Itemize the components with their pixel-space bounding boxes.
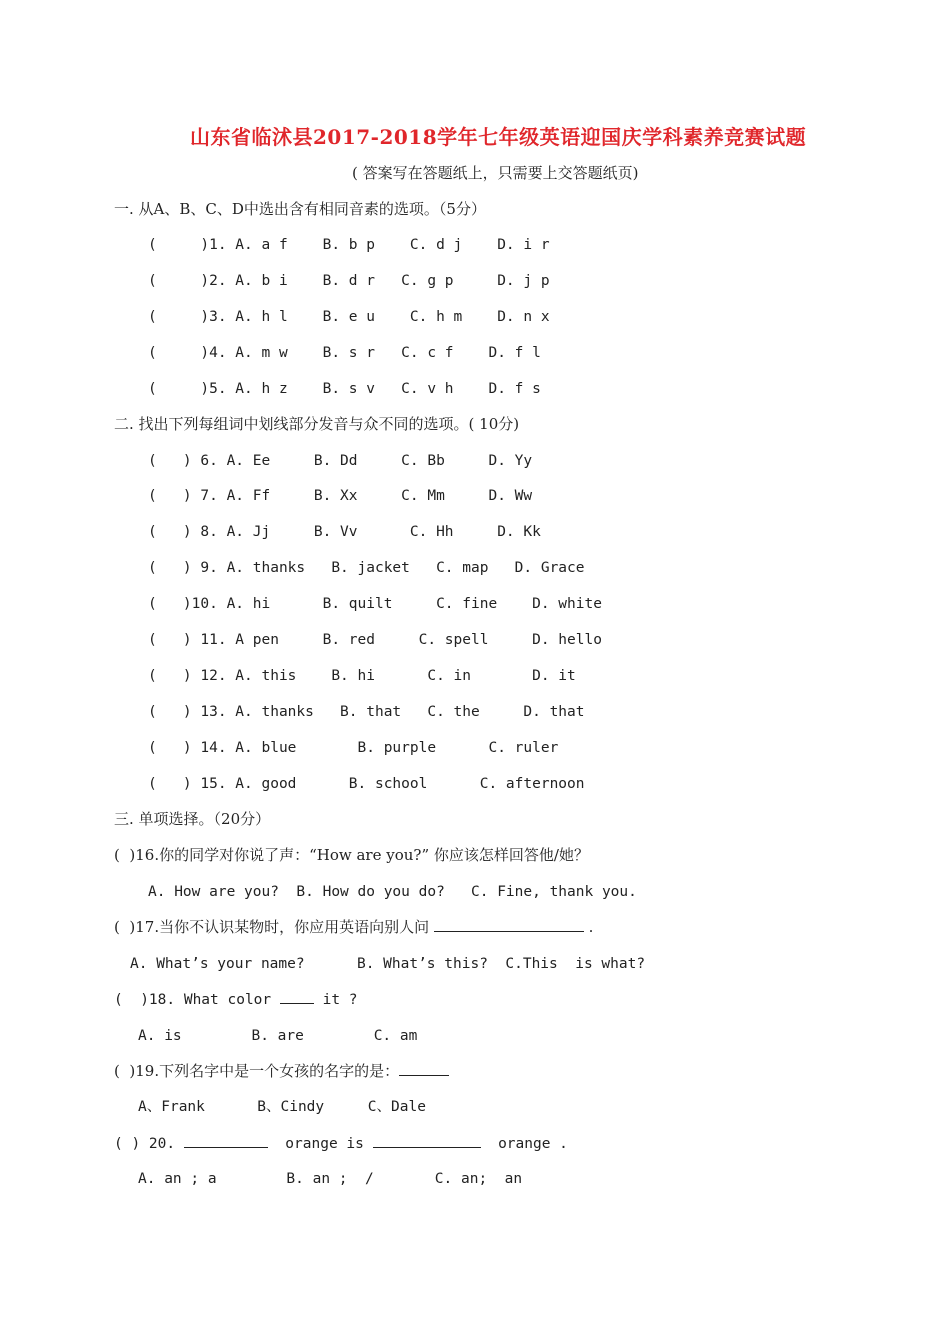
exam-title: 山东省临沭县2017-2018学年七年级英语迎国庆学科素养竞赛试题 xyxy=(190,125,807,149)
question-3: ( )3. A. h l B. e u C. h m D. n x xyxy=(148,309,550,325)
question-18-end: it ? xyxy=(313,992,358,1008)
question-17-options: A. What’s your name? B. What’s this? C.This is what? xyxy=(130,956,646,972)
answer-blank xyxy=(184,1133,268,1148)
question-20-text: ( ) 20. xyxy=(114,1136,184,1152)
question-16: ( )16.你的同学对你说了声：“How are you?” 你应该怎样回答他/她？ xyxy=(114,846,589,864)
section1-heading: 一. 从A、B、C、D中选出含有相同音素的选项。（5分） xyxy=(114,200,486,218)
question-12: ( ) 12. A. this B. hi C. in D. it xyxy=(148,668,576,684)
question-20-end: orange . xyxy=(480,1136,568,1152)
question-14: ( ) 14. A. blue B. purple C. ruler xyxy=(148,740,559,756)
question-4: ( )4. A. m w B. s r C. c f D. f l xyxy=(148,345,541,361)
answer-blank xyxy=(434,917,584,932)
answer-blank xyxy=(280,989,314,1004)
question-20-options: A. an ; a B. an ; / C. an; an xyxy=(138,1171,523,1187)
question-15: ( ) 15. A. good B. school C. afternoon xyxy=(148,776,585,792)
question-13: ( ) 13. A. thanks B. that C. the D. that xyxy=(148,704,585,720)
question-7: ( ) 7. A. Ff B. Xx C. Mm D. Ww xyxy=(148,488,533,504)
question-18-options: A. is B. are C. am xyxy=(138,1028,418,1044)
question-8: ( ) 8. A. Jj B. Vv C. Hh D. Kk xyxy=(148,524,541,540)
answer-blank xyxy=(373,1133,481,1148)
answer-blank xyxy=(399,1061,449,1076)
question-10: ( )10. A. hi B. quilt C. fine D. white xyxy=(148,596,602,612)
question-17-end: . xyxy=(583,918,594,936)
question-1: ( )1. A. a f B. b p C. d j D. i r xyxy=(148,237,550,253)
question-11: ( ) 11. A pen B. red C. spell D. hello xyxy=(148,632,602,648)
question-16-options: A. How are you? B. How do you do? C. Fine, thank you. xyxy=(148,884,637,900)
question-20-middle: orange is xyxy=(267,1136,373,1152)
question-6: ( ) 6. A. Ee B. Dd C. Bb D. Yy xyxy=(148,453,533,469)
question-19-text: ( )19.下列名字中是一个女孩的名字的是： xyxy=(114,1062,400,1080)
question-9: ( ) 9. A. thanks B. jacket C. map D. Grace xyxy=(148,560,585,576)
question-19-options: A、Frank B、Cindy C、Dale xyxy=(138,1099,426,1115)
question-2: ( )2. A. b i B. d r C. g p D. j p xyxy=(148,273,550,289)
exam-subtitle: ( 答案写在答题纸上，只需要上交答题纸页) xyxy=(352,164,639,182)
question-20 xyxy=(114,1133,568,1154)
question-18 xyxy=(114,989,358,1010)
question-18-text: ( )18. What color xyxy=(114,992,280,1008)
section3-heading: 三. 单项选择。（20分） xyxy=(114,810,271,828)
question-19 xyxy=(114,1061,449,1081)
question-17-text: ( )17.当你不认识某物时，你应用英语向别人问 xyxy=(114,918,434,936)
section2-heading: 二. 找出下列每组词中划线部分发音与众不同的选项。( 10分) xyxy=(114,415,520,433)
question-5: ( )5. A. h z B. s v C. v h D. f s xyxy=(148,381,541,397)
question-17 xyxy=(114,917,593,937)
